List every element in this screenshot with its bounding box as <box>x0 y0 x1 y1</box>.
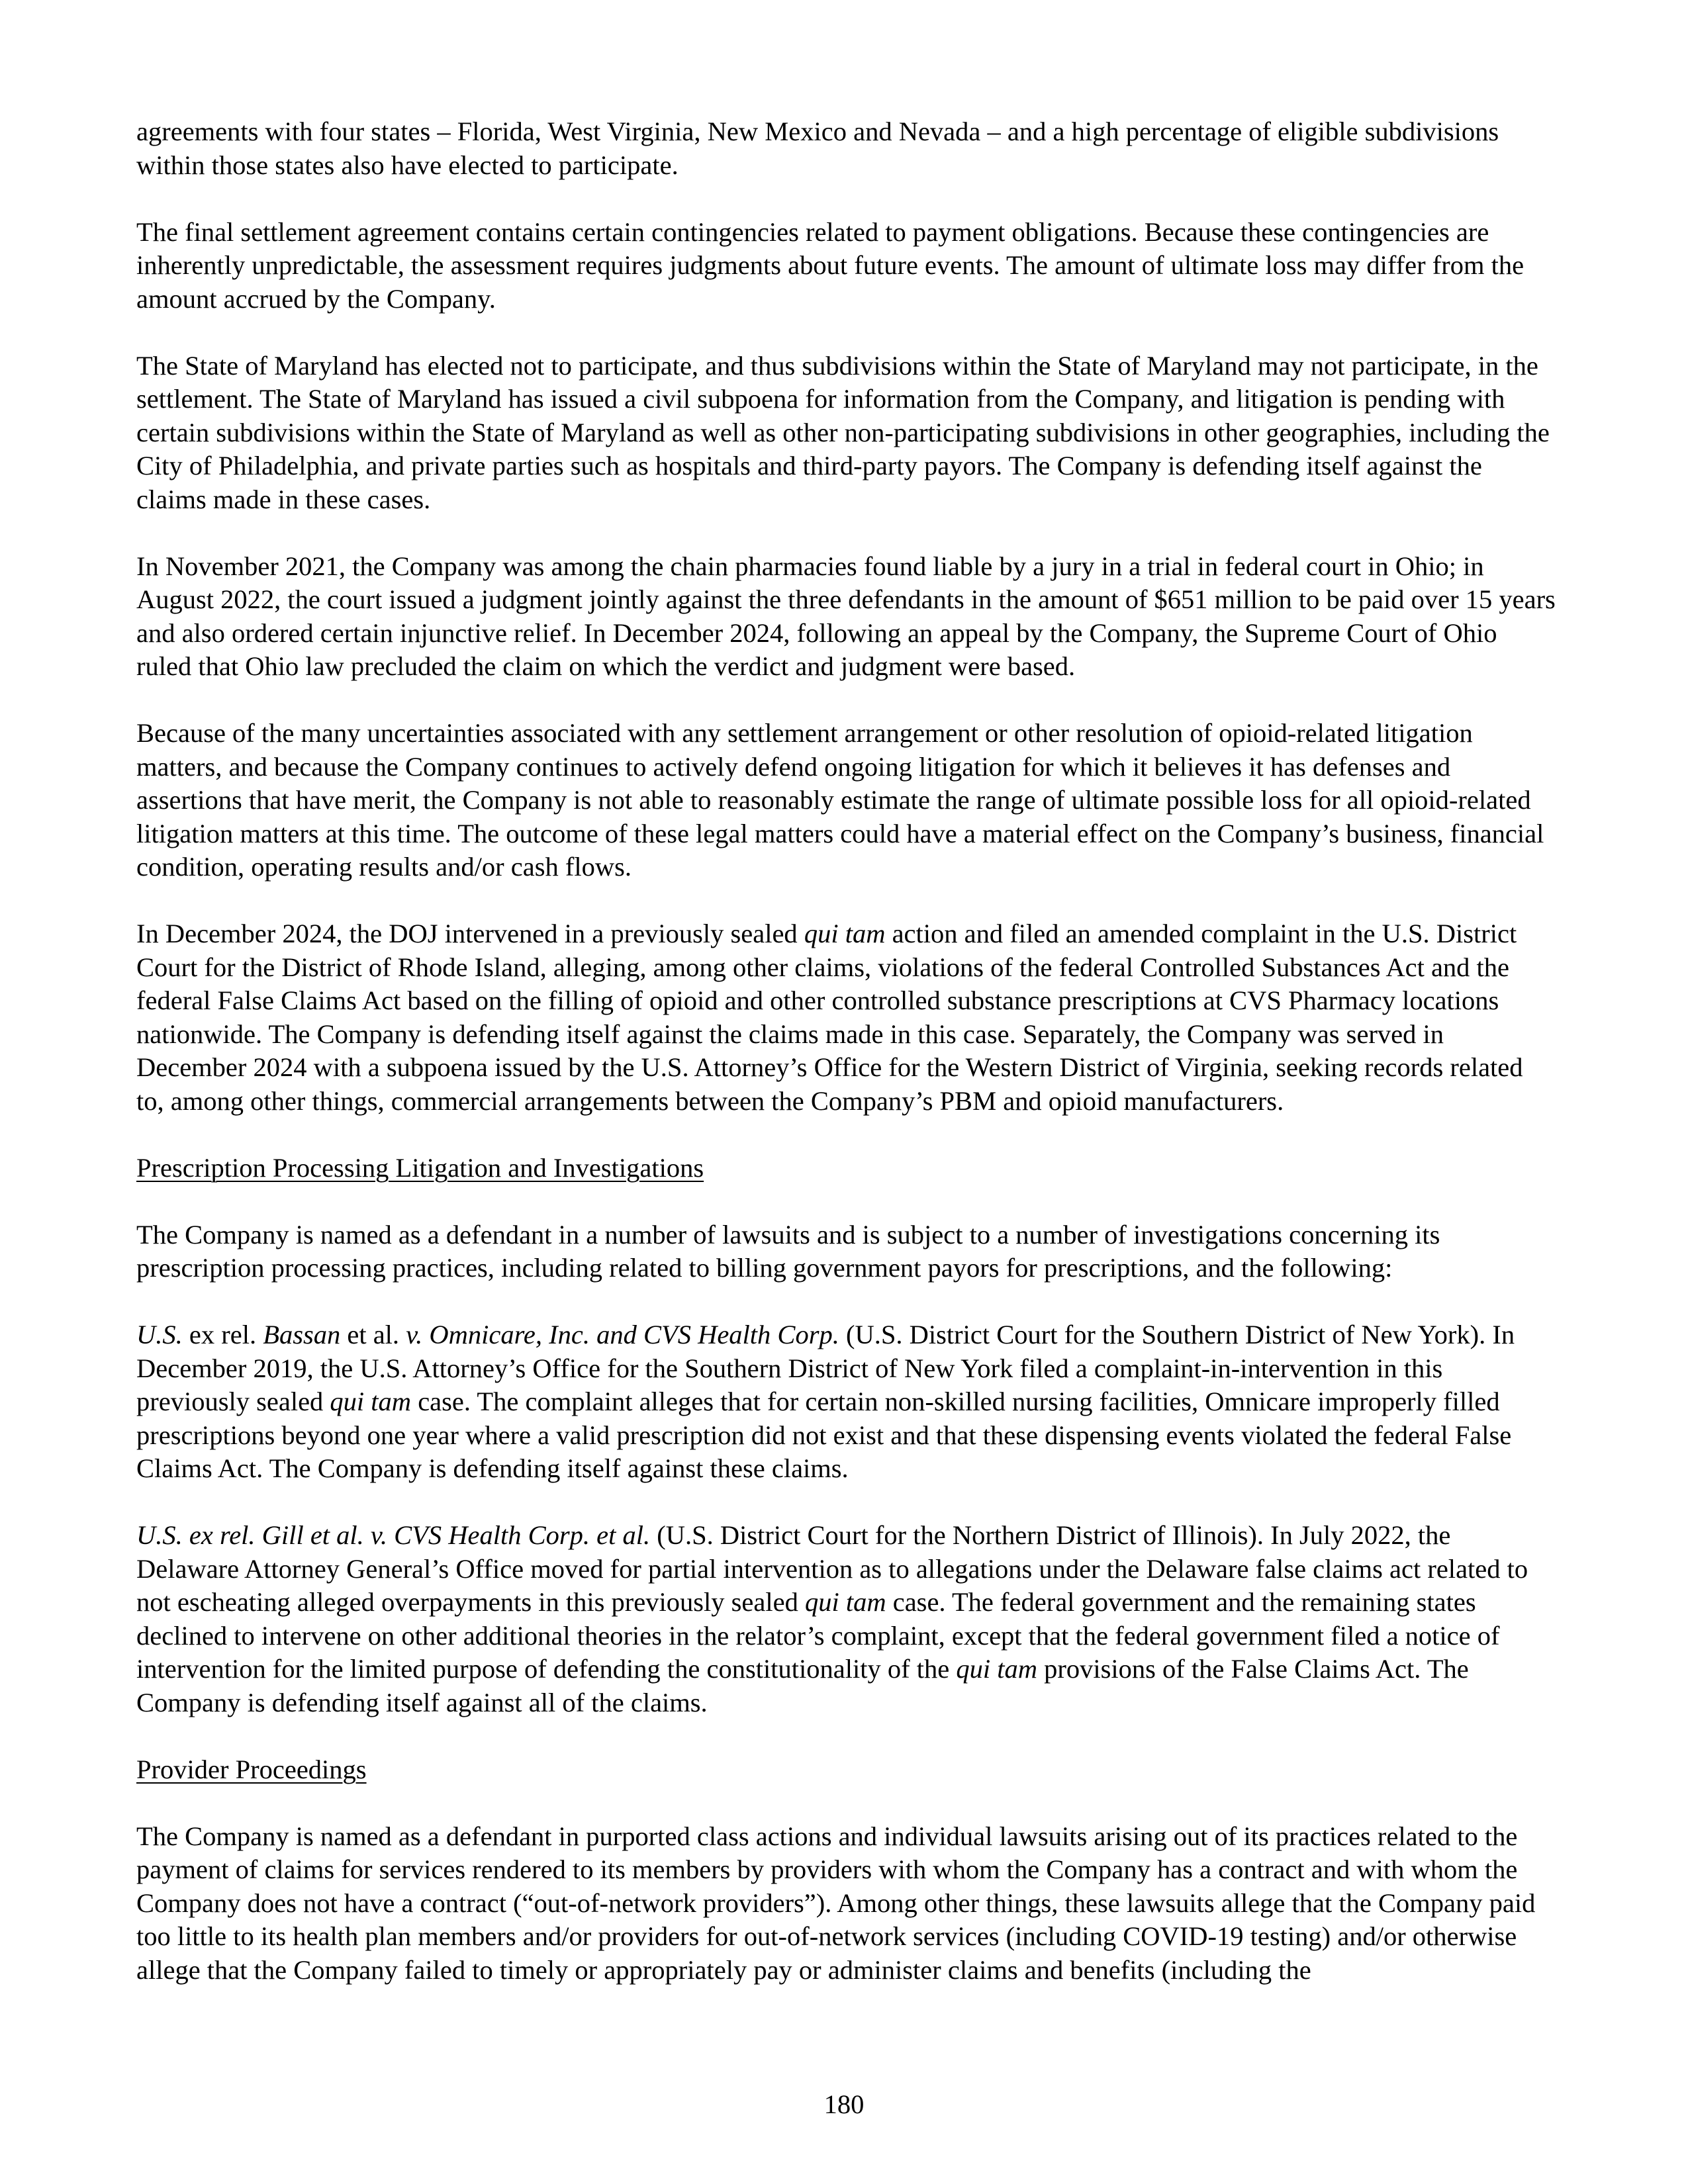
text-run: The Company is named as a defendant in purported class actions and individual lawsuits arising out of its practices related to the payment of claims for services rendered to its members by providers with whom the Company has a contract and with whom the Company does not have a contract (“out-of-network providers”). Among other things, these lawsuits allege that the Company paid too little to its health plan members and/or providers for out-of-network services (including COVID-19 testing) and/or otherwise allege that the Company failed to timely or appropriately pay or administer claims and benefits (including the <box>136 1821 1536 1985</box>
italic-text-run: U.S. <box>136 1320 183 1349</box>
section-heading <box>136 1753 1556 1787</box>
paragraph <box>136 717 1556 884</box>
paragraph <box>136 349 1556 517</box>
heading-text: Provider Proceedings <box>136 1754 367 1784</box>
paragraph <box>136 1218 1556 1285</box>
text-run: agreements with four states – Florida, West Virginia, New Mexico and Nevada – and a high percentage of eligible subdivisions within those states also have elected to participate. <box>136 116 1499 180</box>
text-run: In November 2021, the Company was among the chain pharmacies found liable by a jury in a trial in federal court in Ohio; in August 2022, the court issued a judgment jointly against the three defendants in the amount of $651 million to be paid over 15 years and also ordered certain injunctive relief. In December 2024, following an appeal by the Company, the Supreme Court of Ohio ruled that Ohio law precluded the claim on which the verdict and judgment were based. <box>136 551 1556 681</box>
paragraph <box>136 216 1556 316</box>
text-run: case. The complaint alleges that for certain non-skilled nursing facilities, Omnicare improperly filled prescriptions beyond one year where a valid prescription did not exist and that these dispensing events violated the federal False Claims Act. The Company is defending itself against these claims. <box>136 1387 1512 1483</box>
paragraph <box>136 550 1556 684</box>
paragraph <box>136 115 1556 182</box>
paragraph <box>136 1318 1556 1486</box>
text-run: (U.S. District Court for the Northern District of Illinois). In July 2022, the Delaware Attorney General’s Office moved for partial intervention as to allegations under the Delaware false claims act related to not escheating alleged overpayments in this previously sealed <box>136 1520 1528 1617</box>
heading-text: Prescription Processing Litigation and Investigations <box>136 1152 704 1183</box>
document-body <box>136 115 1556 2021</box>
paragraph <box>136 917 1556 1118</box>
text-run: The final settlement agreement contains certain contingencies related to payment obligations. Because these contingencies are inherently unpredictable, the assessment requires judgments about future events. The amount of ultimate loss may differ from the amount accrued by the Company. <box>136 216 1524 314</box>
italic-text-run: Bassan <box>263 1320 341 1349</box>
italic-text-run: v. Omnicare, Inc. and CVS Health Corp. <box>406 1320 839 1349</box>
section-heading <box>136 1152 1556 1185</box>
text-run: Because of the many uncertainties associated with any settlement arrangement or other resolution of opioid-related litigation matters, and because the Company continues to actively defend ongoing litigation for which it believes it has defenses and assertions that have merit, the Company is not able to reasonably estimate the range of ultimate possible loss for all opioid-related litigation matters at this time. The outcome of these legal matters could have a material effect on the Company’s business, financial condition, operating results and/or cash flows. <box>136 718 1544 882</box>
page-number: 180 <box>823 2089 865 2119</box>
paragraph <box>136 1519 1556 1719</box>
text-run: In December 2024, the DOJ intervened in a previously sealed <box>136 919 804 948</box>
text-run: et al. <box>340 1320 406 1349</box>
italic-text-run: U.S. ex rel. Gill et al. v. CVS Health Corp. et al. <box>136 1520 651 1550</box>
italic-text-run: qui tam <box>804 1587 886 1617</box>
paragraph <box>136 1820 1556 1987</box>
italic-text-run: qui tam <box>804 919 886 948</box>
italic-text-run: qui tam <box>330 1387 412 1416</box>
text-run: provisions of the False Claims Act. The Company is defending itself against all of the claims. <box>136 1654 1469 1717</box>
italic-text-run: qui tam <box>956 1654 1037 1684</box>
text-run: case. The federal government and the remaining states declined to intervene on other additional theories in the relator’s complaint, except that the federal government filed a notice of intervention for the limited purpose of defending the constitutionality of the <box>136 1587 1500 1684</box>
text-run: action and filed an amended complaint in the U.S. District Court for the District of Rhode Island, alleging, among other claims, violations of the federal Controlled Substances Act and the federal False Claims Act based on the filling of opioid and other controlled substance prescriptions at CVS Pharmacy locations nationwide. The Company is defending itself against the claims made in this case. Separately, the Company was served in December 2024 with a subpoena issued by the U.S. Attorney’s Office for the Western District of Virginia, seeking records related to, among other things, commercial arrangements between the Company’s PBM and opioid manufacturers. <box>136 919 1523 1116</box>
text-run: The Company is named as a defendant in a number of lawsuits and is subject to a number of investigations concerning its prescription processing practices, including related to billing government payors for prescriptions, and the following: <box>136 1219 1440 1283</box>
text-run: ex rel. <box>182 1320 263 1349</box>
text-run: The State of Maryland has elected not to participate, and thus subdivisions within the State of Maryland may not participate, in the settlement. The State of Maryland has issued a civil subpoena for information from the Company, and litigation is pending with certain subdivisions within the State of Maryland as well as other non-participating subdivisions in other geographies, including the City of Philadelphia, and private parties such as hospitals and third-party payors. The Company is defending itself against the claims made in these cases. <box>136 350 1550 514</box>
text-run: (U.S. District Court for the Southern District of New York). In December 2019, the U.S. Attorney’s Office for the Southern District of New York filed a complaint-in-intervention in this previously sealed <box>136 1320 1515 1416</box>
